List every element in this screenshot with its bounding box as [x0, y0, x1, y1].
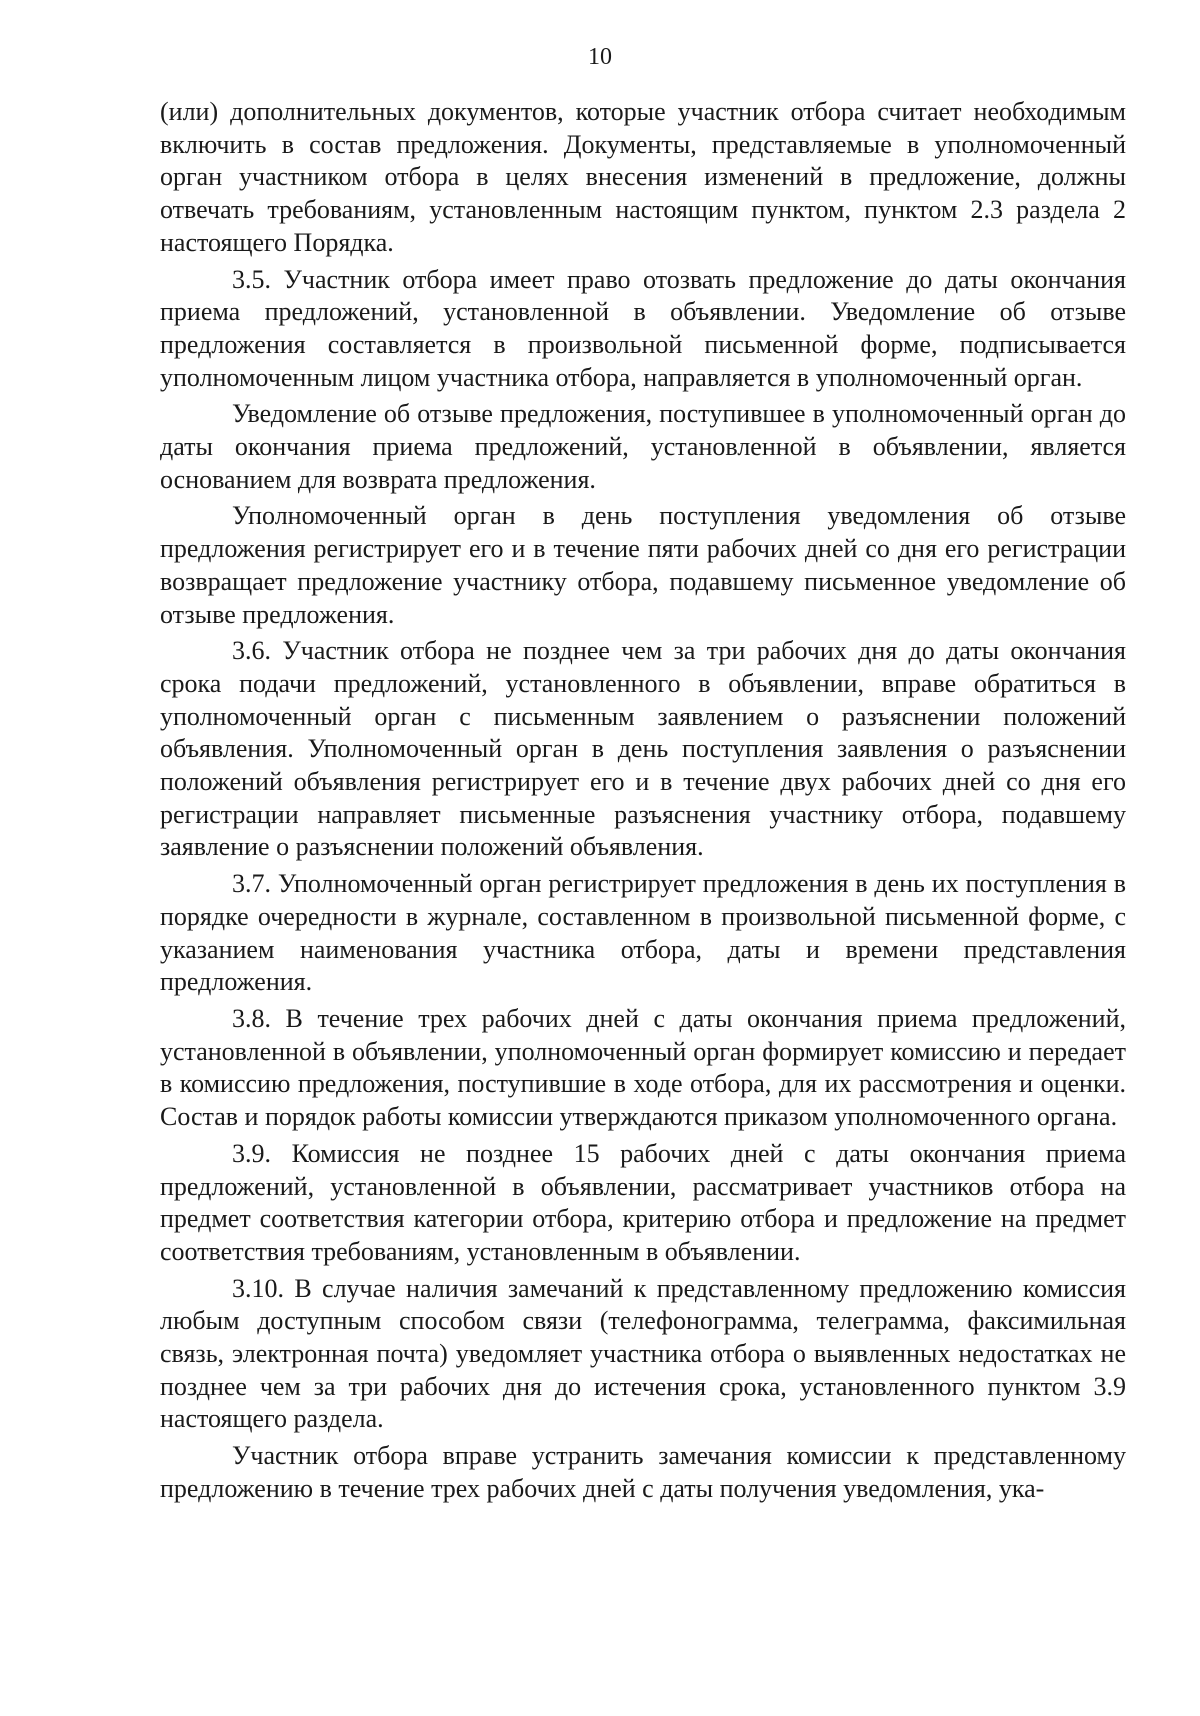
paragraph-3-7: 3.7. Уполномоченный орган регистрирует предложения в день их поступления в порядке очередности в журнале, составленном в произвольной письменной форме, с указанием наименования участника отбора, даты и времени представления предложения.: [160, 869, 1126, 997]
page-number: 10: [588, 44, 612, 70]
paragraph-withdrawal-notice: Уведомление об отзыве предложения, поступившее в уполномоченный орган до даты окончания приема предложений, установленной в объявлении, является основанием для возврата предложения.: [160, 399, 1126, 494]
paragraph-3-10: 3.10. В случае наличия замечаний к представленному предложению комиссия любым доступным способом связи (телефонограмма, телеграмма, факсимильная связь, электронная почта) уведомляет участника отбора о выявленных недостатках не позднее чем за три рабочих дня до истечения срока, установленного пунктом 3.9 настоящего раздела.: [160, 1273, 1126, 1434]
paragraph-3-9: 3.9. Комиссия не позднее 15 рабочих дней с даты окончания приема предложений, установленной в объявлении, рассматривает участников отбора на предмет соответствия категории отбора, критерию отбора и предложение на предмет соответствия требованиям, установленным в объявлении.: [160, 1138, 1126, 1266]
paragraph-3-5: 3.5. Участник отбора имеет право отозвать предложение до даты окончания приема предложений, установленной в объявлении. Уведомление об отзыве предложения составляется в произвольной письменной форме, подписывается уполномоченным лицом участника отбора, направляется в уполномоченный орган.: [160, 264, 1126, 392]
paragraph-continuation: (или) дополнительных документов, которые участник отбора считает необходимым включить в состав предложения. Документы, представляемые в уполномоченный орган участником отбора в целях внесения изменений в предложение, должны отвечать требованиям, установленным настоящим пунктом, пунктом 2.3 раздела 2 настоящего Порядка.: [160, 97, 1126, 257]
paragraph-withdrawal-registration: Уполномоченный орган в день поступления уведомления об отзыве предложения регистрирует его и в течение пяти рабочих дней со дня его регистрации возвращает предложение участнику отбора, подавшему письменное уведомление об отзыве предложения.: [160, 501, 1126, 629]
paragraph-remarks-correction: Участник отбора вправе устранить замечания комиссии к представленному предложению в течение трех рабочих дней с даты получения уведомления, ука-: [160, 1441, 1126, 1503]
paragraph-3-6: 3.6. Участник отбора не позднее чем за три рабочих дня до даты окончания срока подачи предложений, установленного в объявлении, вправе обратиться в уполномоченный орган с письменным заявлением о разъяснении положений объявления. Уполномоченный орган в день поступления заявления о разъяснении положений объявления регистрирует его и в течение двух рабочих дней со дня его регистрации направляет письменные разъяснения участнику отбора, подавшему заявление о разъяснении положений объявления.: [160, 636, 1126, 862]
paragraph-3-8: 3.8. В течение трех рабочих дней с даты окончания приема предложений, установленной в объявлении, уполномоченный орган формирует комиссию и передает в комиссию предложения, поступившие в ходе отбора, для их рассмотрения и оценки. Состав и порядок работы комиссии утверждаются приказом уполномоченного органа.: [160, 1003, 1126, 1132]
document-body: [160, 96, 1126, 1506]
